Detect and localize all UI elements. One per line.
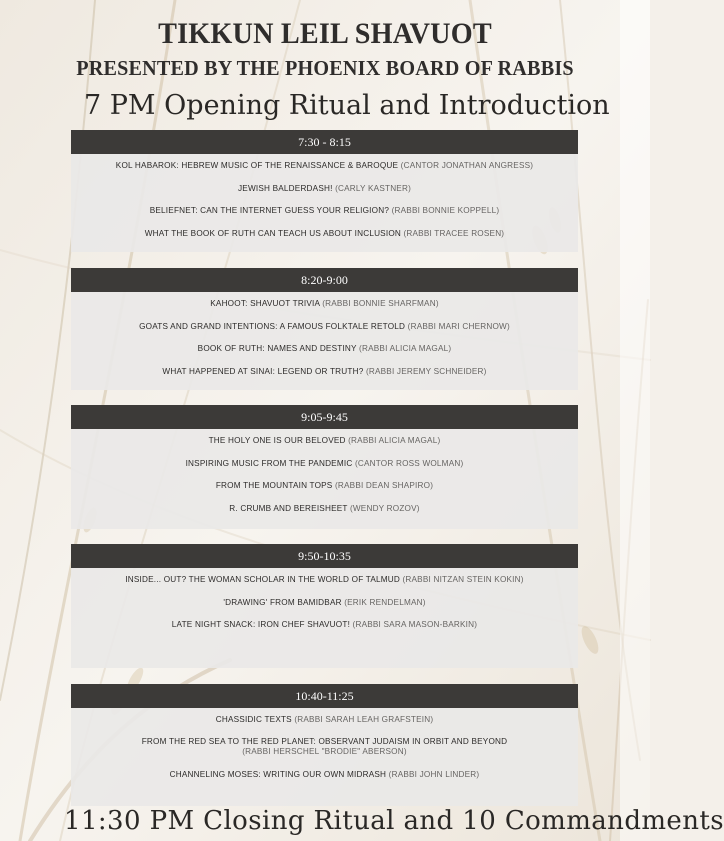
- item-title: LATE NIGHT SNACK: IRON CHEF SHAVUOT!: [171, 620, 351, 629]
- item-presenter: (RABBI TRACEE ROSEN): [403, 228, 505, 238]
- item-presenter: (RABBI DEAN SHAPIRO): [334, 481, 434, 490]
- item-presenter: (CANTOR ROSS WOLMAN): [354, 458, 464, 468]
- session-item: [71, 160, 578, 171]
- session-item: [71, 298, 578, 309]
- session-block-2: [71, 268, 578, 390]
- session-item: [71, 205, 578, 216]
- item-presenter: (RABBI ALICIA MAGAL): [359, 344, 452, 353]
- item-title: KAHOOT: SHAVUOT TRIVIA: [210, 299, 320, 308]
- item-presenter: (RABBI JEREMY SCHNEIDER): [365, 366, 487, 376]
- session-item: [71, 714, 578, 725]
- item-presenter: (RABBI NITZAN STEIN KOKIN): [402, 575, 524, 584]
- session-item: [71, 366, 578, 377]
- item-title: 'DRAWING' FROM BAMIDBAR: [223, 597, 342, 607]
- session-item: [71, 458, 578, 469]
- session-time: 9:50-10:35: [71, 544, 578, 568]
- item-title: FROM THE RED SEA TO THE RED PLANET: OBSERVANT JUDAISM IN ORBIT AND BEYOND: [141, 736, 508, 746]
- item-title: CHASSIDIC TEXTS: [215, 715, 292, 724]
- closing-ritual-heading: 11:30 PM Closing Ritual and 10 Commandments: [64, 806, 724, 836]
- session-item: [71, 183, 578, 194]
- item-presenter: (RABBI BONNIE KOPPELL): [391, 206, 500, 215]
- session-time: 8:20-9:00: [71, 268, 578, 292]
- session-item: [71, 574, 578, 585]
- item-title: BELIEFNET: CAN THE INTERNET GUESS YOUR RELIGION?: [149, 206, 390, 215]
- item-title: R. CRUMB AND BEREISHEET: [229, 503, 348, 513]
- item-title: JEWISH BALDERDASH!: [237, 183, 333, 193]
- item-presenter: (ERIK RENDELMAN): [344, 597, 426, 607]
- session-block-1: [71, 130, 578, 252]
- item-presenter: (CARLY KASTNER): [335, 183, 412, 193]
- item-title: WHAT THE BOOK OF RUTH CAN TEACH US ABOUT INCLUSION: [144, 228, 401, 238]
- session-block-4: [71, 544, 578, 668]
- session-time: 10:40-11:25: [71, 684, 578, 708]
- item-presenter: (WENDY ROZOV): [349, 503, 420, 513]
- item-presenter: (RABBI SARAH LEAH GRAFSTEIN): [294, 715, 434, 724]
- session-item: [71, 228, 578, 239]
- item-presenter: (RABBI ALICIA MAGAL): [348, 436, 441, 445]
- item-presenter: (RABBI JOHN LINDER): [388, 770, 480, 779]
- item-title: THE HOLY ONE IS OUR BELOVED: [208, 436, 346, 445]
- session-item: [71, 503, 578, 514]
- item-presenter: (RABBI HERSCHEL "BRODIE" ABERSON): [242, 747, 407, 756]
- item-title: CHANNELING MOSES: WRITING OUR OWN MIDRASH: [169, 770, 387, 779]
- item-presenter: (CANTOR JONATHAN ANGRESS): [400, 161, 534, 170]
- session-item: [71, 619, 578, 630]
- item-title: BOOK OF RUTH: NAMES AND DESTINY: [197, 344, 357, 353]
- item-title: GOATS AND GRAND INTENTIONS: A FAMOUS FOLKTALE RETOLD: [139, 321, 406, 331]
- item-presenter: (RABBI SARA MASON-BARKIN): [352, 620, 478, 629]
- session-block-3: [71, 405, 578, 529]
- event-title: TIKKUN LEIL SHAVUOT: [158, 17, 492, 50]
- item-title: WHAT HAPPENED AT SINAI: LEGEND OR TRUTH?: [162, 366, 364, 376]
- item-presenter: (RABBI MARI CHERNOW): [407, 321, 510, 331]
- session-item: [71, 737, 578, 758]
- session-item: [71, 480, 578, 491]
- session-time: 7:30 - 8:15: [71, 130, 578, 154]
- item-title: KOL HABAROK: HEBREW MUSIC OF THE RENAISSANCE & BAROQUE: [115, 161, 399, 170]
- session-time: 9:05-9:45: [71, 405, 578, 429]
- session-item: [71, 769, 578, 780]
- opening-ritual-heading: 7 PM Opening Ritual and Introduction: [84, 90, 610, 121]
- item-title: INSIDE... OUT? THE WOMAN SCHOLAR IN THE WORLD OF TALMUD: [125, 575, 400, 584]
- session-block-5: [71, 684, 578, 806]
- session-item: [71, 343, 578, 354]
- session-item: [71, 597, 578, 608]
- session-item: [71, 321, 578, 332]
- item-title: INSPIRING MUSIC FROM THE PANDEMIC: [185, 458, 353, 468]
- item-title: FROM THE MOUNTAIN TOPS: [215, 481, 333, 490]
- session-item: [71, 435, 578, 446]
- item-presenter: (RABBI BONNIE SHARFMAN): [322, 299, 439, 308]
- event-subtitle: PRESENTED BY THE PHOENIX BOARD OF RABBIS: [76, 56, 574, 80]
